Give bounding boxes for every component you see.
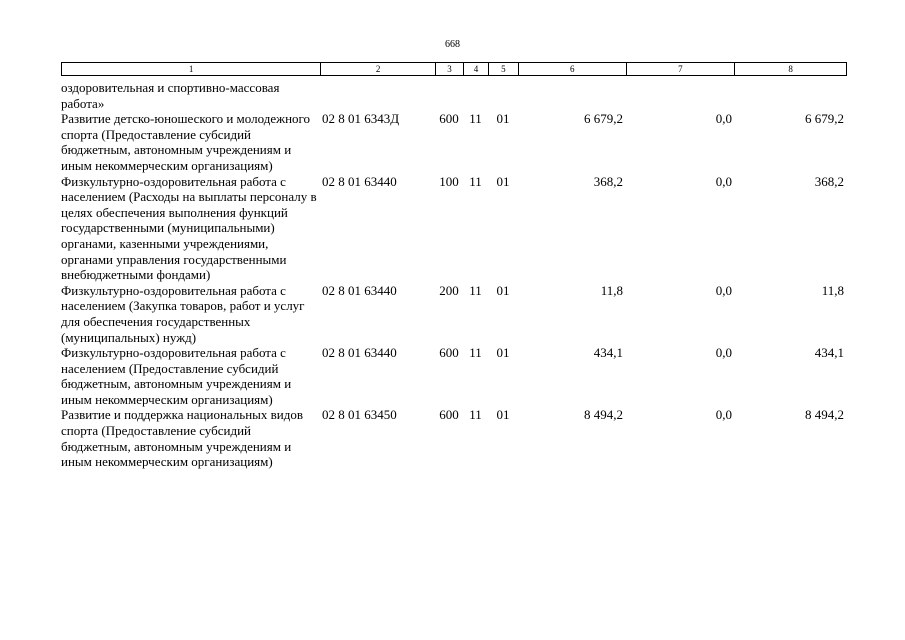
row-code: 02 8 01 6343Д xyxy=(322,111,400,127)
row-section: 11 xyxy=(469,345,482,361)
table-row xyxy=(61,345,847,407)
row-col7: 0,0 xyxy=(715,282,732,298)
row-type: 200 xyxy=(439,282,459,298)
header-cell-7: 7 xyxy=(626,63,735,75)
row-subsection: 01 xyxy=(496,345,510,361)
row-code: 02 8 01 63440 xyxy=(322,282,397,298)
row-col8: 434,1 xyxy=(814,345,844,361)
row-col8 xyxy=(735,80,847,111)
row-code xyxy=(320,80,435,111)
row-code: 02 8 01 63450 xyxy=(322,407,397,423)
table-row xyxy=(61,174,847,283)
row-name: Физкультурно-оздоровительная работа с населением (Расходы на выплаты персоналу в целях обеспечения выполнения функций государственными (муниципальными) органами, казенными учреждениями, органами управления государственными внебюджетными фондами) xyxy=(61,173,317,283)
row-col7: 0,0 xyxy=(715,111,732,127)
row-subsection xyxy=(488,80,518,111)
row-code: 02 8 01 63440 xyxy=(322,345,397,361)
row-col7: 0,0 xyxy=(715,407,732,423)
table-header xyxy=(61,62,847,76)
table-row xyxy=(61,111,847,173)
row-col7 xyxy=(626,80,735,111)
row-type: 600 xyxy=(439,111,459,127)
row-col6: 8 494,2 xyxy=(584,407,623,423)
header-cell-5: 5 xyxy=(488,63,518,75)
header-cell-1: 1 xyxy=(188,64,194,74)
row-col6 xyxy=(518,80,626,111)
header-cell-2: 2 xyxy=(320,63,435,75)
page-number: 668 xyxy=(445,39,460,50)
header-cell-8: 8 xyxy=(734,63,846,75)
row-section: 11 xyxy=(469,173,482,189)
row-subsection: 01 xyxy=(496,111,510,127)
row-name: Развитие и поддержка национальных видов спорта (Предоставление субсидий бюджетным, автономным учреждениям и иным некоммерческим организациям) xyxy=(61,407,303,470)
row-subsection: 01 xyxy=(496,407,510,423)
row-section: 11 xyxy=(469,407,482,423)
row-type xyxy=(435,80,463,111)
row-name: Развитие детско-юношеского и молодежного спорта (Предоставление субсидий бюджетным, автономным учреждениям и иным некоммерческим организациям) xyxy=(61,111,311,173)
row-name: оздоровительная и спортивно-массовая работа» xyxy=(61,80,280,111)
row-subsection: 01 xyxy=(496,173,510,189)
row-col8: 8 494,2 xyxy=(805,407,844,423)
table-row xyxy=(61,80,847,111)
table-body xyxy=(61,80,847,470)
row-col6: 434,1 xyxy=(593,345,623,361)
row-code: 02 8 01 63440 xyxy=(322,173,397,189)
row-col7: 0,0 xyxy=(715,173,732,189)
header-cell-3: 3 xyxy=(435,63,463,75)
header-cell-6: 6 xyxy=(518,63,626,75)
row-col7: 0,0 xyxy=(715,345,732,361)
row-section xyxy=(463,80,488,111)
row-col8: 11,8 xyxy=(821,282,844,298)
row-col6: 368,2 xyxy=(593,173,623,189)
row-col6: 6 679,2 xyxy=(584,111,623,127)
row-section: 11 xyxy=(469,282,482,298)
row-col8: 368,2 xyxy=(814,173,844,189)
row-type: 600 xyxy=(439,407,459,423)
row-name: Физкультурно-оздоровительная работа с населением (Предоставление субсидий бюджетным, автономным учреждениям и иным некоммерческим организациям) xyxy=(61,345,292,407)
row-col8: 6 679,2 xyxy=(805,111,844,127)
header-cell-4: 4 xyxy=(463,63,488,75)
row-type: 100 xyxy=(439,173,459,189)
row-type: 600 xyxy=(439,345,459,361)
table-row xyxy=(61,283,847,345)
row-subsection: 01 xyxy=(496,282,510,298)
row-name: Физкультурно-оздоровительная работа с населением (Закупка товаров, работ и услуг для обеспечения государственных (муниципальных) нужд) xyxy=(61,282,305,345)
row-col6: 11,8 xyxy=(600,282,623,298)
row-section: 11 xyxy=(469,111,482,127)
table-row xyxy=(61,407,847,469)
